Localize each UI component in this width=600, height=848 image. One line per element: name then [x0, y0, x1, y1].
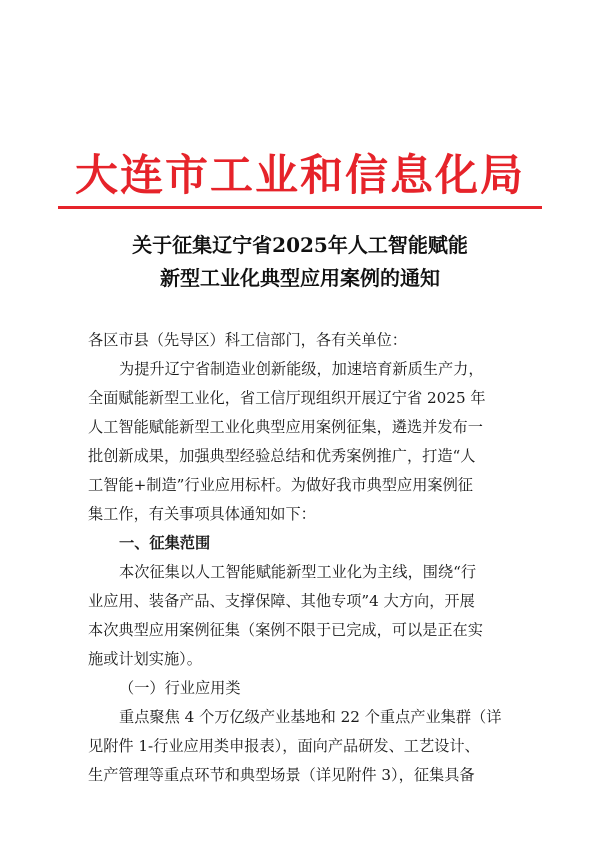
paragraph-line: 重点聚焦 4 个万亿级产业基地和 22 个重点产业集群（详 [119, 708, 502, 726]
subsection-heading: （一）行业应用类 [119, 679, 241, 697]
paragraph-line: 工智能+制造”行业应用标杆。为做好我市典型应用案例征 [88, 476, 473, 494]
org-header-title: 大连市工业和信息化局 [75, 151, 525, 201]
paragraph-line: 本次典型应用案例征集（案例不限于已完成，可以是正在实 [88, 621, 483, 639]
paragraph-line: 生产管理等重点环节和典型场景（详见附件 3），征集具备 [88, 766, 475, 784]
salutation: 各区市县（先导区）科工信部门，各有关单位： [88, 331, 407, 349]
paragraph-line: 为提升辽宁省制造业创新能级，加速培育新质生产力， [119, 360, 484, 378]
section-heading: 一、征集范围 [119, 534, 211, 552]
notice-title-line-1: 关于征集辽宁省2025年人工智能赋能 [132, 233, 468, 257]
paragraph-line: 本次征集以人工智能赋能新型工业化为主线，围绕“行 [119, 563, 477, 581]
paragraph-line: 业应用、装备产品、支撑保障、其他专项”4 大方向，开展 [88, 592, 475, 610]
paragraph-line: 人工智能赋能新型工业化典型应用案例征集，遴选并发布一 [88, 418, 483, 436]
paragraph-line: 批创新成果，加强典型经验总结和优秀案例推广，打造“人 [88, 447, 476, 465]
paragraph-line: 全面赋能新型工业化，省工信厅现组织开展辽宁省 2025 年 [88, 389, 486, 407]
notice-title-line-2: 新型工业化典型应用案例的通知 [160, 266, 440, 290]
paragraph-line: 施或计划实施）。 [88, 650, 202, 668]
header-red-rule [58, 206, 542, 209]
paragraph-line: 集工作，有关事项具体通知如下： [88, 505, 316, 523]
paragraph-line: 见附件 1-行业应用类申报表），面向产品研发、工艺设计、 [88, 737, 480, 755]
